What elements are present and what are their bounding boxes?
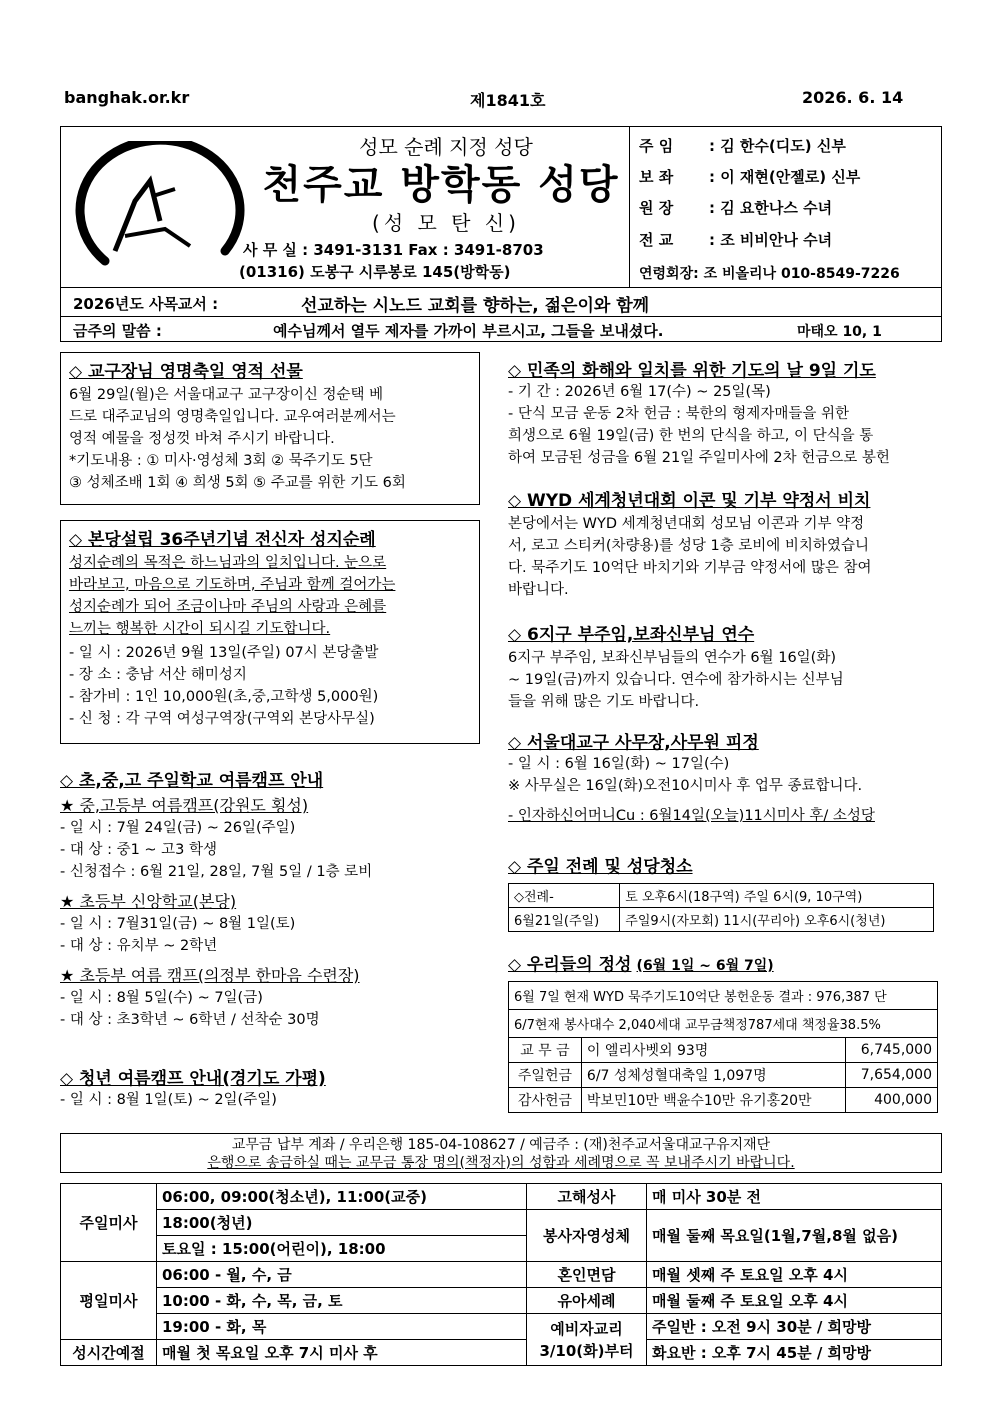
staff-assistant: 보 좌 : 이 재현(안젤로) 신부 [639,168,861,186]
staff-catechist: 전 교 : 조 비비안나 수녀 [639,231,833,249]
section-sunday-school-camp: ◇ 초,중,고 주일학교 여름캠프 안내 ★ 중,고등부 여름캠프(강원도 횡성) - 일 시 : 7월 24일(금) ~ 26일(주일) - 대 상 : 중1 ~ 고3 학생 - 신청접수 : 6월 21일, 28일, 7월 5일 / 1층 로비 ★ 초등부 신앙학교(본당) - 일 시 : 7월31일(금) ~ 8월 1일(토) - 대 상 : 유치부 ~ 2학년 ★ 초등부 여름 캠프(의정부 한마음 수련장) - 일 시 : 8월 5일(수) ~ 7일(금) - 대 상 : 초3학년 ~ 6학년 / 선착순 30명 [60,766,480,1031]
table-row: 감사헌금 박보민10만 백윤수10만 유기홍20만 400,000 [509,1088,938,1113]
office-phone: 사 무 실 : 3491-3131 Fax : 3491-8703 [243,241,544,259]
section-wyd: ◇ WYD 세계청년대회 이콘 및 기부 약정서 비치 본당에서는 WYD 세계청년대회 성모님 이콘과 기부 약정 서, 로고 스티커(차량용)를 성당 1층 로비에 비치하였습니 다. 묵주기도 10억단 바치기와 기부금 약정서에 많은 참여 바랍니다. [508,491,872,598]
staff-superior: 원 장 : 김 요한나스 수녀 [639,199,833,217]
header-subtitle2: (성 모 탄 신) [372,211,520,235]
section-bishop-feast: ◇ 교구장님 영명축일 영적 선물 6월 29일(월)은 서울대교구 교구장이신 정순택 베 드로 대주교님의 영명축일입니다. 교우여러분께서는 영적 예물을 정성껏 바쳐 주시기 바랍니다. *기도내용 : ① 미사·영성체 3회 ② 묵주기도 5단 ③ 성체조배 1회 ④ 희생 5회 ⑤ 주교를 위한 기도 6회 [60,352,480,505]
section-title: ◇ 교구장님 영명축일 영적 선물 [69,362,303,382]
parish-logo-icon [65,141,245,281]
staff-pastor: 주 임 : 김 한수(디도) 신부 [639,137,846,155]
section-pilgrimage: ◇ 본당설립 36주년기념 전신자 성지순례 성지순례의 목적은 하느님과의 일치입니다. 눈으로 바라보고, 마음으로 기도하며, 주님과 함께 걸어가는 성지순례가 되어 조금이나마 주님의 사랑과 은혜를 느끼는 행복한 시간이 되시길 기도합니다. - 일 시 : 2026년 9월 13일(주일) 07시 본당출발 - 장 소 : 충남 서산 해미성지 - 참가비 : 1인 10,000원(초,중,고학생 5,000원) - 신 청 : 각 구역 여성구역장(구역외 본당사무실) [60,520,480,744]
section-liturgy-cleaning: ◇ 주일 전례 및 성당청소 ◇전례- 토 오후6시(18구역) 주일 6시(9, 10구역) 6월21일(주일) 주일9시(자모회) 11시(꾸리아) 오후6시(청년) [508,852,942,932]
weekly-word-text: 예수님께서 열두 제자를 가까이 부르시고, 그들을 보내셨다. [273,322,664,340]
address: (01316) 도봉구 시루봉로 145(방학동) [239,263,511,281]
section-title: ◇ 초,중,고 주일학교 여름캠프 안내 [60,771,324,791]
weekly-word-ref: 마태오 10, 1 [797,324,882,340]
section-offerings: ◇ 우리들의 정성 (6월 1일 ~ 6월 7일) 6월 7일 현재 WYD 묵주기도10억단 봉헌운동 결과 : 976,387 단 6/7현재 봉사대수 2,040세대 교무금책정787세대 책정율38.5% 교 무 금 이 엘리사벳외 93명 6,745,000 주일헌금 6/7 성체성혈대축일 1,097명 7,654,000 감사헌금 박보민10만 백윤수10만 유기홍20만 400,000 [508,950,942,1113]
mass-schedule-table: 주일미사 06:00, 09:00(청소년), 11:00(교중) 고해성사 매 미사 30분 전 18:00(청년) 봉사자영성체 매월 둘째 목요일(1월,7월,8월 없음) 토요일 : 15:00(어린이), 18:00 평일미사 06:00 - 월, 수, 금 혼인면담 매월 셋째 주 토요일 오후 4시 10:00 - 화, 수, 목, 금, 토 유아세례 매월 둘째 주 토요일 오후 4시 19:00 - 화, 목 예비자교리 3/10(화)부터 주일반 : 오전 9시 30분 / 희망방 성시간예절 매월 첫 목요일 오후 7시 미사 후 화요반 : 오후 7시 45분 / 희망방 [60,1183,942,1366]
header-box [60,126,942,342]
issue-date: 2026. 6. 14 [802,88,904,107]
parish-title: 천주교 방학동 성당 [262,162,620,208]
section-title: ◇ 본당설립 36주년기념 전신자 성지순례 [69,530,376,550]
staff-funeral-chair: 연령회장: 조 비올리나 010-8549-7226 [639,266,900,282]
section-priest-training: ◇ 6지구 부주임,보좌신부님 연수 6지구 부주임, 보좌신부님들의 연수가 6월 16일(화) ~ 19일(금)까지 있습니다. 연수에 참가하시는 신부님 들을 위해 많은 기도 바랍니다. [508,625,844,710]
weekly-word-label: 금주의 말씀 : [73,322,162,340]
table-row: 주일헌금 6/7 성체성혈대축일 1,097명 7,654,000 [509,1063,938,1088]
section-office-retreat: ◇ 서울대교구 사무장,사무원 피정 - 일 시 : 6월 16일(화) ~ 17일(수) ※ 사무실은 16일(화)오전10시미사 후 업무 종료합니다. - 인자하신어머니Cu : 6월14일(오늘)11시미사 후/ 소성당 [508,733,875,824]
table-row: 교 무 금 이 엘리사벳외 93명 6,745,000 [509,1038,938,1063]
liturgy-table: ◇전례- 토 오후6시(18구역) 주일 6시(9, 10구역) 6월21일(주일) 주일9시(자모회) 11시(꾸리아) 오후6시(청년) [508,883,934,932]
offerings-table: 6월 7일 현재 WYD 묵주기도10억단 봉헌운동 결과 : 976,387 단 6/7현재 봉사대수 2,040세대 교무금책정787세대 책정율38.5% 교 무 금 이 엘리사벳외 93명 6,745,000 주일헌금 6/7 성체성혈대축일 1,097명 7,654,000 감사헌금 박보민10만 백윤수10만 유기홍20만 400,000 [508,981,938,1113]
issue-number: 제1841호 [470,91,546,110]
bank-info-box: 교무금 납부 계좌 / 우리은행 185-04-108627 / 예금주 : (재)천주교서울대교구유지재단 은행으로 송금하실 때는 교무금 통장 명의(책정자)의 성함과 세례명으로 꼭 보내주시기 바랍니다. [60,1133,942,1173]
section-youth-camp: ◇ 청년 여름캠프 안내(경기도 가평) - 일 시 : 8월 1일(토) ~ 2일(주일) [60,1064,480,1111]
pastoral-letter-text: 선교하는 시노드 교회를 향하는, 젊은이와 함께 [301,296,650,316]
section-reconciliation-prayer: ◇ 민족의 화해와 일치를 위한 기도의 날 9일 기도 - 기 간 : 2026년 6월 17(수) ~ 25일(목) - 단식 모금 운동 2차 헌금 : 북한의 형제자매들을 위한 희생으로 6월 19일(금) 한 번의 단식을 하고, 이 단식을 통 하여 모금된 성금을 6월 21일 주일미사에 2차 헌금으로 봉헌 [508,361,890,466]
section-title: ◇ 청년 여름캠프 안내(경기도 가평) [60,1069,326,1089]
header-subtitle: 성모 순례 지정 성당 [359,135,533,159]
site-url: banghak.or.kr [64,88,190,107]
pastoral-letter-label: 2026년도 사목교서 : [73,295,219,313]
